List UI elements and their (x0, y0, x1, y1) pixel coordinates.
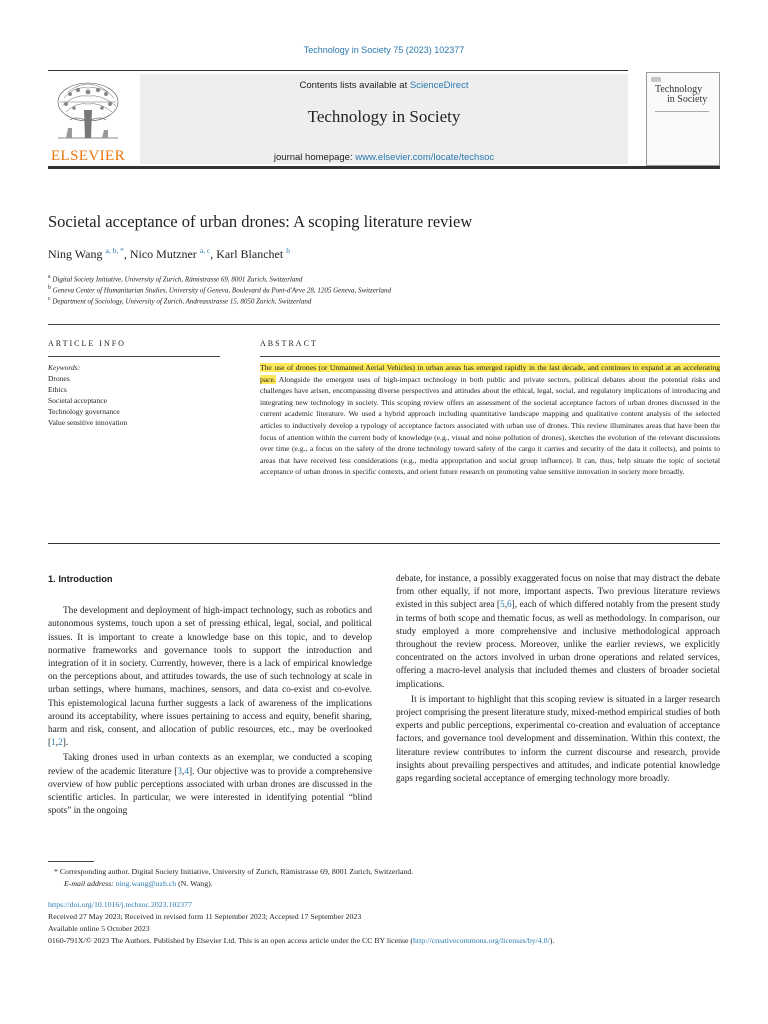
citation-link[interactable]: 2 (58, 738, 63, 749)
contents-prefix: Contents lists available at (299, 80, 408, 91)
homepage-prefix: journal homepage: (273, 152, 353, 163)
citation-link[interactable]: 3 (177, 766, 183, 777)
affiliation-text: Geneva Center of Humanitarian Studies, University of Geneva, Boulevard du Pont-d'Arve 28, 1205 Geneva, Switzerland (52, 286, 392, 295)
body-right-column (396, 573, 720, 786)
corresponding-author-note: * Corresponding author. Digital Society Initiative, University of Zurich, Rämistrasse 69, 8001 Zurich, Switzerland. (54, 867, 414, 876)
article-info-heading: ARTICLE INFO (48, 339, 126, 348)
keyword: Drones (48, 374, 70, 383)
abstract-body: Alongside the emergent uses of high-impact technology in both public and private sectors, political debates about the potential risks and challenges have arisen, encompassing diverse perspectives and attitudes about the ethical, legal, social, and regulatory implications of introducing and integrating new technology in society. This scoping review offers an assessment of the societal acceptance factors of urban drones discussed in the current academic literature. We used a hybrid approach including quantitative landscape mapping and qualitative content analysis of the selected articles to inductively develop a typology of acceptance factors associated with urban use of drones. This review illuminates areas that have been the focus of attention within the current body of knowledge (e.g., visual and noise pollution of drones), sketches the evolution of the relevant discussions over time (e.g., a focus on the safety of the drone technology toward safety of the cargo it carries and security of the data it collects), and points to areas that have received less considerations (e.g., media appropriation and social group influence). It can, thus, help situate the topic of societal acceptance of urban drones in specific contexts, and orient future research on promoting value sensitive innovation in society more broadly. (260, 374, 720, 477)
contents-line (140, 80, 628, 91)
doi-text[interactable]: https://doi.org/10.1016/j.techsoc.2023.102377 (48, 900, 192, 909)
cover-title (655, 85, 707, 105)
citation-link[interactable]: 5 (500, 600, 505, 611)
affiliation-marker: a (48, 274, 51, 280)
author-list (48, 246, 290, 262)
paragraph-text: Taking drones used in urban contexts as an exemplar, we conducted a scoping review of the academic literature [ (48, 753, 372, 777)
affiliation (48, 285, 391, 294)
abstract-highlighted-sentence[interactable]: The use of drones (or Unmanned Aerial Vehicles) in urban areas has emerged rapidly in the last decade, and continues to expand at an accelerating pace. (260, 363, 720, 384)
body-paragraph (48, 605, 372, 750)
author-name[interactable]: Ning Wang (48, 247, 103, 261)
banner-bottom-rule (48, 166, 720, 169)
body-paragraph: It is important to highlight that this scoping review is situated in a larger research project comprising the present literature study, mixed-method empirical studies of both experts and public perceptions, experimental co-creation and evaluation of acceptance factors, and governance tool development and dissemination. Within this context, the literature review contributes to inform the current discourse and research, provide insights about prevailing perspectives and attitudes, and indicate potential knowledge gaps regarding societal acceptance of emerging technology more broadly. (396, 694, 720, 785)
author-separator: , (210, 247, 217, 261)
body-paragraph (396, 573, 720, 692)
citation-link[interactable]: 6 (507, 600, 512, 611)
affiliation-marker: c (48, 296, 51, 302)
article-info-rule (48, 356, 220, 357)
email-label: E-mail address: (64, 879, 114, 888)
affiliation (48, 296, 311, 305)
affiliation-text: Department of Sociology, University of Zurich, Andreasstrasse 15, 8050 Zurich, Switzerland (52, 297, 312, 306)
cover-line-1: Technology (655, 84, 703, 95)
citation-separator: , (55, 738, 59, 749)
author-affiliation-markers[interactable]: a, b, * (105, 246, 124, 255)
author-name[interactable]: Nico Mutzner (129, 247, 197, 261)
elsevier-wordmark: ELSEVIER (50, 148, 126, 164)
footnote-rule (48, 861, 94, 862)
citation-separator: , (504, 600, 508, 611)
author-name[interactable]: Karl Blanchet (216, 247, 284, 261)
abstract-heading: ABSTRACT (260, 339, 318, 348)
citation-link[interactable]: 1 (51, 738, 56, 749)
cover-line-2: in Society (667, 94, 708, 105)
journal-cover-thumbnail[interactable] (646, 72, 720, 166)
author-affiliation-markers[interactable]: a, c (199, 246, 211, 255)
email-link[interactable]: ning.wang@uzh.ch (115, 879, 177, 888)
keywords-block (48, 362, 127, 428)
affiliation (48, 274, 302, 283)
license-suffix: ). (549, 936, 555, 945)
abstract-bottom-rule (48, 543, 720, 544)
email-line (64, 878, 213, 889)
article-title: Societal acceptance of urban drones: A scoping literature review (48, 212, 473, 231)
license-link[interactable]: http://creativecommons.org/licenses/by/4.0/ (413, 936, 550, 945)
homepage-link[interactable]: www.elsevier.com/locate/techsoc (355, 152, 495, 163)
paragraph-text: ]. Our objective was to provide a comprehensive overview of how public perceptions associated with urban drones are discussed in the scientific articles. In particular, we were interested in identifying potential “blind spots” in the ongoing (48, 766, 372, 817)
keyword: Technology governance (48, 407, 120, 416)
license-prefix: 0160-791X/© 2023 The Authors. Published by Elsevier Ltd. This is an open access article under the CC BY license ( (48, 936, 414, 945)
author-separator: , (123, 247, 130, 261)
elsevier-tree-icon (54, 80, 122, 142)
header-divider (48, 324, 720, 325)
section-heading-introduction: 1. Introduction (48, 574, 113, 584)
abstract-rule (260, 356, 720, 357)
keywords-label: Keywords: (48, 363, 81, 372)
doi-link[interactable] (48, 899, 192, 910)
journal-homepage (140, 152, 628, 163)
sciencedirect-link[interactable]: ScienceDirect (409, 80, 469, 91)
keyword: Value sensitive innovation (48, 418, 128, 427)
paragraph-text: debate, for instance, a possibly exaggerated focus on noise that may distract the debate from other equally, if not more, important aspects. Two previous literature reviews existed in this subject area [ (396, 574, 720, 611)
body-paragraph (48, 752, 372, 818)
citation-link[interactable]: 4 (184, 766, 190, 777)
affiliation-text: Digital Society Initiative, University of Zurich, Rämistrasse 69, 8001 Zurich, Switzerland (52, 275, 303, 284)
keyword: Ethics (48, 385, 67, 394)
affiliation-marker: b (48, 285, 51, 291)
cover-logo-mark (651, 77, 661, 82)
received-dates: Received 27 May 2023; Received in revised form 11 September 2023; Accepted 17 September 2023 (48, 912, 362, 921)
journal-title: Technology in Society (307, 107, 461, 126)
paragraph-text: ]. (62, 738, 69, 749)
citation-separator: , (182, 766, 185, 777)
email-suffix: (N. Wang). (178, 879, 213, 888)
running-header[interactable]: Technology in Society 75 (2023) 102377 (303, 45, 465, 55)
keyword: Societal acceptance (48, 396, 107, 405)
paragraph-text: ], each of which differed notably from the present study in terms of both scope and thematic focus, as well as methodology. In comparison, our study employed a more comprehensive and inclusive methodological approach throughout the review process. Moreover, unlike the earlier reviews, we explicitly concentrated on the actors involved in urban drone operations and related services, offering a macro-level analysis that included themes and clusters of broader societal implications. (396, 600, 720, 690)
body-left-column (48, 573, 372, 818)
author-affiliation-markers[interactable]: b (286, 246, 290, 255)
paragraph-text: The development and deployment of high-impact technology, such as robotics and autonomous systems, touch upon a set of pressing ethical, legal, social, and political issues. It is important to create a knowledge base on this topic, and to develop normative frameworks and governance tools to support the introduction and integration of it in society. Currently, however, there is a lack of empirical knowledge on the perceptions about, and attitudes towards, the use of such technology at scale in urban settings, where humans, machines, sensors, and data co-exist and co-evolve. This epistemological lacuna further suggests a lack of awareness of the implications around its acceptability, where issues pertaining to access and equity, benefit sharing, harm and risk, consent, and allocation of public resources, etc., may be overlooked [ (48, 606, 372, 749)
cover-rule (655, 111, 709, 112)
license-line (48, 935, 728, 946)
available-online: Available online 5 October 2023 (48, 924, 150, 933)
abstract-text (260, 362, 720, 478)
banner-top-rule (48, 70, 628, 71)
elsevier-logo (48, 76, 128, 164)
